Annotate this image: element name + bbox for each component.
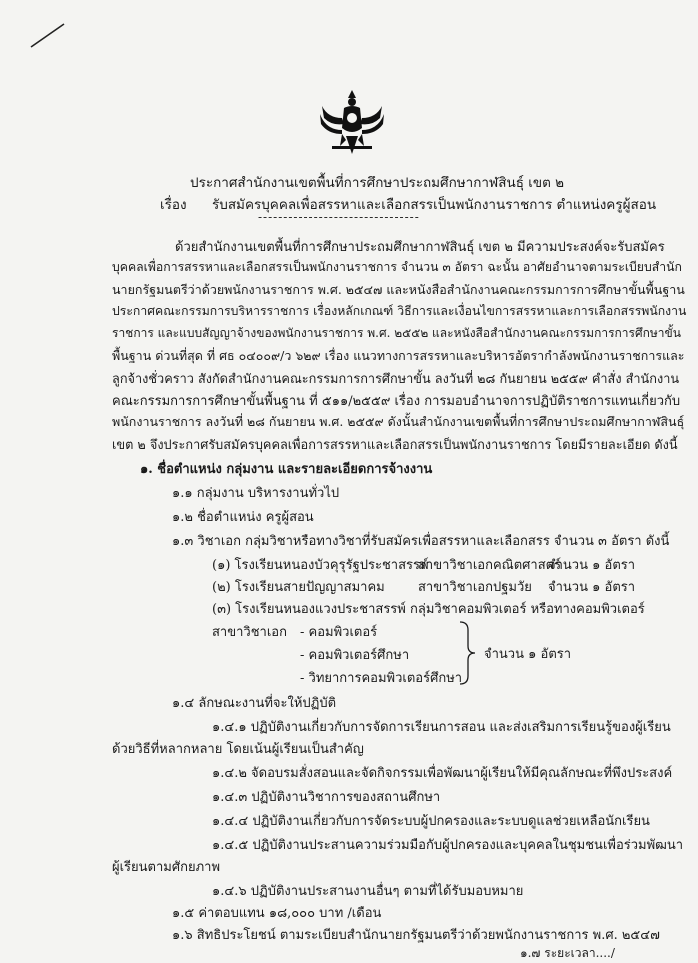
item-1-2: ๑.๒ ชื่อตำแหน่ง ครูผู้สอน <box>172 510 314 525</box>
duty-5-cont: ผู้เรียนตามศักยภาพ <box>112 860 221 875</box>
garuda-emblem-icon <box>318 88 386 156</box>
duty-4: ๑.๔.๔ ปฏิบัติงานเกี่ยวกับการจัดระบบผู้ปกครองและระบบดูแลช่วยเหลือนักเรียน <box>212 814 650 829</box>
body-line: พื้นฐาน ด่วนที่สุด ที่ ศธ ๐๔๐๐๙/ว ๖๒๙ เรื่อง แนวทางการสรรหาและบริหารอัตรากำลังพนักงานราชการและ <box>112 348 685 363</box>
pen-mark <box>28 20 68 50</box>
body-line: นายกรัฐมนตรีว่าด้วยพนักงานราชการ พ.ศ. ๒๕๔๗ และหนังสือสำนักงานคณะกรรมการการศึกษาขั้นพื้นฐาน <box>112 282 685 297</box>
school-count: จำนวน ๑ อัตรา <box>548 580 636 595</box>
duty-1: ๑.๔.๑ ปฏิบัติงานเกี่ยวกับการจัดการเรียนการสอน และส่งเสริมการเรียนรู้ของผู้เรียน <box>212 720 671 735</box>
body-line: พนักงานราชการ ลงวันที่ ๒๘ กันยายน พ.ศ. ๒๕๕๙ ดังนั้นสำนักงานเขตพื้นที่การศึกษาประถมศึกษากาฬสินธุ์ <box>112 414 685 429</box>
body-line: ด้วยสำนักงานเขตพื้นที่การศึกษาประถมศึกษากาฬสินธุ์ เขต ๒ มีความประสงค์จะรับสมัคร <box>175 240 665 255</box>
body-line: คณะกรรมการการศึกษาขั้นพื้นฐาน ที่ ๕๑๑/๒๕๕๙ เรื่อง การมอบอำนาจการปฏิบัติราชการแทนเกี่ยวกับ <box>112 394 681 409</box>
major-item: - คอมพิวเตอร์ <box>300 625 378 640</box>
item-1-4: ๑.๔ ลักษณะงานที่จะให้ปฏิบัติ <box>172 696 337 711</box>
body-line: บุคคลเพื่อการสรรหาและเลือกสรรเป็นพนักงานราชการ จำนวน ๓ อัตรา ฉะนั้น อาศัยอำนาจตามระเบียบสำนัก <box>112 260 682 274</box>
body-line: เขต ๒ จึงประกาศรับสมัครบุคคลเพื่อการสรรหาและเลือกสรรเป็นพนักงานราชการ โดยมีรายละเอียด ดังนี้ <box>112 438 678 453</box>
curly-brace <box>458 620 478 686</box>
section-1-heading: ๑. ชื่อตำแหน่ง กลุ่มงาน และรายละเอียดการจ้างงาน <box>140 462 433 477</box>
item-1-1: ๑.๑ กลุ่มงาน บริหารงานทั่วไป <box>172 486 340 501</box>
duty-5: ๑.๔.๕ ปฏิบัติงานประสานความร่วมมือกับผู้ปกครองและบุคคลในชุมชนเพื่อร่วมพัฒนา <box>212 838 684 853</box>
item-1-6: ๑.๖ สิทธิประโยชน์ ตามระเบียบสำนักนายกรัฐมนตรีว่าด้วยพนักงานราชการ พ.ศ. ๒๕๔๗ <box>172 928 660 943</box>
school-major: สาขาวิชาเอกปฐมวัย <box>418 580 532 595</box>
school-name: (๑) โรงเรียนหนองบัวคุรุรัฐประชาสรรพ์ <box>212 558 429 573</box>
major-item: - วิทยาการคอมพิวเตอร์ศึกษา <box>300 671 463 686</box>
body-line: ราชการ และแบบสัญญาจ้างของพนักงานราชการ พ.ศ. ๒๕๕๒ และหนังสือสำนักงานคณะกรรมการการศึกษาขั้น <box>112 326 681 340</box>
continued-marker: ๑.๗ ระยะเวลา..../ <box>520 946 615 960</box>
body-line: ประกาศคณะกรรมการบริหารราชการ เรื่องหลักเกณฑ์ วิธีการและเงื่อนไขการสรรหาและการเลือกสรรพนักงาน <box>112 304 687 318</box>
major-item: - คอมพิวเตอร์ศึกษา <box>300 648 410 663</box>
duty-1-cont: ด้วยวิธีที่หลากหลาย โดยเน้นผู้เรียนเป็นสำคัญ <box>112 742 364 757</box>
duty-6: ๑.๔.๖ ปฏิบัติงานประสานงานอื่นๆ ตามที่ได้รับมอบหมาย <box>212 884 524 899</box>
item-1-5: ๑.๕ ค่าตอบแทน ๑๘,๐๐๐ บาท /เดือน <box>172 906 382 921</box>
school-3: (๓) โรงเรียนหนองแวงประชาสรรพ์ กลุ่มวิชาคอมพิวเตอร์ หรือทางคอมพิวเตอร์ <box>212 602 645 617</box>
subject-label: เรื่อง <box>160 197 187 213</box>
duty-2: ๑.๔.๒ จัดอบรมสั่งสอนและจัดกิจกรรมเพื่อพัฒนาผู้เรียนให้มีคุณลักษณะที่พึงประสงค์ <box>212 766 673 781</box>
divider: -------------------------------- <box>258 210 420 224</box>
subject-text: รับสมัครบุคคลเพื่อสรรหาและเลือกสรรเป็นพนักงานราชการ ตำแหน่งครูผู้สอน <box>212 197 657 213</box>
school-count: จำนวน ๑ อัตรา <box>548 558 636 573</box>
majors-count: จำนวน ๑ อัตรา <box>484 647 572 662</box>
item-1-3: ๑.๓ วิชาเอก กลุ่มวิชาหรือทางวิชาที่รับสมัครเพื่อสรรหาและเลือกสรร จำนวน ๓ อัตรา ดังนี้ <box>172 534 670 549</box>
duty-3: ๑.๔.๓ ปฏิบัติงานวิชาการของสถานศึกษา <box>212 790 441 805</box>
major-label: สาขาวิชาเอก <box>212 625 287 640</box>
announcement-heading: ประกาศสำนักงานเขตพื้นที่การศึกษาประถมศึกษากาฬสินธุ์ เขต ๒ <box>190 175 565 191</box>
body-line: ลูกจ้างชั่วคราว สังกัดสำนักงานคณะกรรมการการศึกษาขั้น ลงวันที่ ๒๘ กันยายน ๒๕๕๙ คำสั่ง สำนักงาน <box>112 372 680 387</box>
school-name: (๒) โรงเรียนสายปัญญาสมาคม <box>212 580 385 595</box>
school-major: สาขาวิชาเอกคณิตศาสตร์ <box>418 558 562 573</box>
